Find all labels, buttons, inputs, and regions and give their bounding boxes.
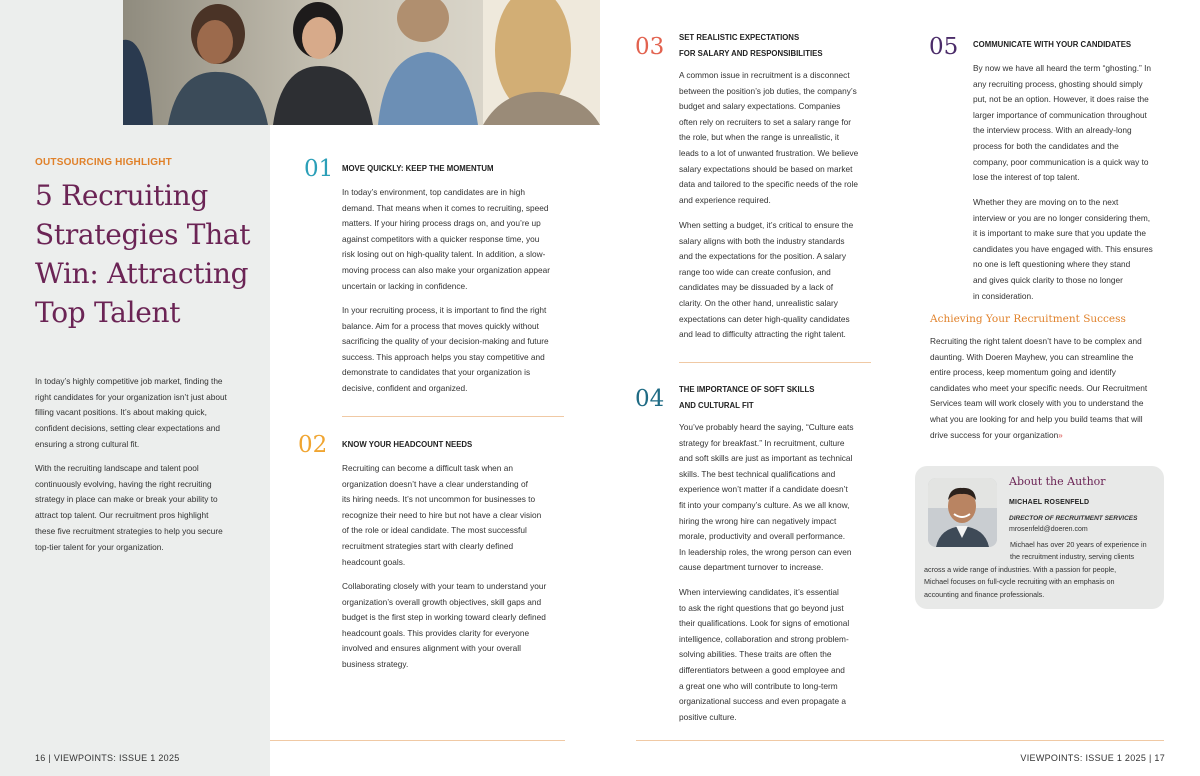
section-05-paragraph (973, 61, 1178, 186)
success-heading: Achieving Your Recruitment Success (930, 313, 1126, 325)
section-divider (342, 416, 564, 417)
text-line: a great one who will contribute to long-term (679, 680, 838, 691)
text-line: candidates may be dissuaded by a lack of (679, 282, 834, 293)
text-line: By now we have all heard the term “ghosting.” In (973, 63, 1152, 73)
text-line: In leadership roles, the wrong person can even (679, 546, 852, 557)
text-line: Recruiting the right talent doesn’t have to be complex and (930, 336, 1142, 346)
text-line: put, not be an option. However, it does raise the (973, 94, 1149, 105)
article-title (35, 176, 265, 332)
heading-line: MOVE QUICKLY: KEEP THE MOMENTUM (342, 164, 494, 173)
text-line: success. This approach helps you stay competitive and (342, 351, 545, 362)
text-line: decisive, confident and organized. (342, 382, 468, 393)
text-line: risk losing out on high-quality talent. In addition, a slow- (342, 249, 546, 260)
heading-line: AND CULTURAL FIT (679, 400, 754, 410)
text-line: organizational success and even propagate a (679, 696, 846, 707)
text-line: Collaborating closely with your team to understand your (342, 581, 547, 591)
text-line: filling vacant positions. It’s about making quick, (35, 407, 207, 418)
section-03-paragraph (679, 218, 879, 343)
section-divider (679, 362, 871, 363)
text-line: skills. The best technical qualifications and (679, 468, 836, 479)
text-line: the role, but when the range is unrealistic, it (679, 132, 840, 143)
text-line: ensuring a strong cultural fit. (35, 438, 140, 449)
text-line: recognize their need to hire but not have a clear vision (342, 509, 542, 520)
text-line: Michael focuses on full-cycle recruiting with an emphasis on (924, 577, 1115, 587)
author-photo (928, 478, 997, 547)
title-line: Top Talent (35, 296, 181, 329)
text-line: business strategy. (342, 658, 409, 669)
footer-divider (270, 740, 565, 741)
text-line: candidates you have engaged with. This ensures (973, 243, 1153, 254)
text-line: company, poor communication is a quick way to (973, 156, 1149, 167)
text-line: the recruitment industry, serving clients (1010, 552, 1135, 562)
text-line: hiring the wrong hire can negatively impact (679, 515, 837, 526)
text-line: uncertain or lacking in confidence. (342, 280, 468, 291)
section-number-02: 02 (298, 432, 328, 458)
text-line: expectations can deter high-quality candidates (679, 313, 850, 324)
text-line: entire process, keep momentum going and identify (930, 367, 1116, 378)
text-line: morale, productivity and overall performance. (679, 531, 846, 542)
section-04-paragraph (679, 585, 879, 725)
text-line: clarity. On the other hand, unrealistic salary (679, 297, 838, 308)
text-line: its hiring needs. It’s not uncommon for businesses to (342, 494, 536, 505)
text-line: Recruiting can become a difficult task when an (342, 463, 513, 473)
text-line: demand. That means when it comes to recruiting, speed (342, 202, 549, 213)
text-line: headcount goals. This provides clarity for everyone (342, 627, 530, 638)
text-line: When setting a budget, it’s critical to ensure the (679, 220, 854, 230)
text-line: headcount goals. (342, 556, 406, 567)
section-number-03: 03 (635, 34, 665, 60)
section-heading-02 (342, 437, 472, 453)
text-line: differentiators between a good employee and (679, 664, 845, 675)
text-line: lose the interest of top talent. (973, 172, 1080, 183)
section-02-paragraph (342, 461, 570, 570)
text-line: continuously evolving, having the right recruiting (35, 478, 212, 489)
section-kicker: OUTSOURCING HIGHLIGHT (35, 157, 172, 168)
text-line: organization doesn’t have a clear understanding of (342, 478, 528, 489)
text-line: experience won’t matter if a candidate doesn’t (679, 484, 848, 495)
text-line: involved and ensures alignment with your overall (342, 643, 521, 654)
text-line: balance. Aim for a process that moves quickly without (342, 320, 539, 331)
text-line: strategy in place can make or break your ability to (35, 494, 218, 505)
text-line: any recruiting process, ghosting should simply (973, 78, 1143, 89)
section-04-paragraph (679, 420, 879, 576)
text-line: process for both the candidates and the (973, 140, 1119, 151)
author-role: DIRECTOR OF RECRUITMENT SERVICES (1009, 515, 1138, 522)
section-02-paragraph (342, 579, 570, 673)
author-bio (924, 539, 1160, 601)
text-line: cause department turnover to increase. (679, 562, 824, 573)
text-line: daunting. With Doeren Mayhew, you can streamline the (930, 351, 1134, 362)
text-line: Whether they are moving on to the next (973, 197, 1119, 207)
text-line: intelligence, collaboration and strong problem- (679, 633, 849, 644)
text-line (930, 428, 1170, 444)
text-line: budget is the first step in working toward clearly defined (342, 612, 546, 623)
text-line: larger importance of communication throughout (973, 109, 1147, 120)
text-line: data and tailored to the specific needs of the role (679, 179, 858, 190)
intro-paragraph (35, 374, 250, 453)
text-line: With the recruiting landscape and talent pool (35, 463, 199, 473)
section-number-04: 04 (635, 386, 665, 412)
title-line: 5 Recruiting (35, 179, 208, 212)
text-line: matters. If your hiring process drags on, and you’re up (342, 218, 541, 229)
text-line: range too wide can create confusion, and (679, 266, 831, 277)
text-line: the interview process. With an already-long (973, 125, 1132, 136)
text-line: Michael has over 20 years of experience in (1010, 540, 1147, 549)
left-page-footer: 16 | VIEWPOINTS: ISSUE 1 2025 (35, 753, 180, 763)
text-line: and soft skills are just as important as technical (679, 453, 853, 464)
text-line: it is important to make sure that you update the (973, 228, 1146, 239)
text-line: When interviewing candidates, it’s essential (679, 587, 839, 597)
text-line: In your recruiting process, it is important to find the right (342, 305, 547, 315)
text-line: budget and salary expectations. Companies (679, 101, 841, 112)
text-line: no one is left questioning where they stand (973, 259, 1131, 270)
heading-line: FOR SALARY AND RESPONSIBILITIES (679, 48, 823, 58)
right-page-footer: VIEWPOINTS: ISSUE 1 2025 | 17 (1020, 753, 1165, 763)
author-heading: About the Author (1009, 475, 1106, 488)
text-line: attract top talent. Our recruitment pros highlight (35, 510, 209, 521)
text-line: top-tier talent for your organization. (35, 541, 164, 552)
text-line: between the position’s job duties, the company’s (679, 85, 857, 96)
text-line: salary aligns with both the industry standards (679, 235, 845, 246)
text-line: across a wide range of industries. With a passion for people, (924, 564, 1117, 574)
meeting-photo (123, 0, 600, 125)
success-paragraph (930, 334, 1170, 443)
title-line: Win: Attracting (35, 257, 249, 290)
text-line: and lead to difficulty attracting the right talent. (679, 329, 846, 340)
text-line: organization’s overall growth objectives, skill gaps and (342, 596, 542, 607)
text-line: in consideration. (973, 290, 1034, 301)
heading-line: THE IMPORTANCE OF SOFT SKILLS (679, 385, 815, 394)
text-line: interview or you are no longer considering them, (973, 212, 1151, 223)
heading-line: SET REALISTIC EXPECTATIONS (679, 33, 800, 42)
text-line: against competitors with a quicker response time, you (342, 233, 540, 244)
heading-line: COMMUNICATE WITH YOUR CANDIDATES (973, 40, 1132, 49)
section-heading-04 (679, 382, 814, 413)
section-heading-01 (342, 161, 493, 177)
text-line: accounting and finance professionals. (924, 589, 1045, 599)
text-line: what you are looking for and help you build teams that will (930, 413, 1143, 424)
text-line: right candidates for your organization isn’t just about (35, 391, 227, 402)
text-line: solving abilities. These traits are often the (679, 649, 832, 660)
author-email-link[interactable]: mrosenfeld@doeren.com (1009, 526, 1088, 533)
text-line: You’ve probably heard the saying, “Culture eats (679, 422, 854, 432)
end-arrow-icon: » (1058, 430, 1063, 440)
text-line: candidates who meet your specific needs. Our Recruitment (930, 382, 1148, 393)
text-line: In today’s environment, top candidates are in high (342, 187, 525, 197)
section-heading-05 (973, 37, 1131, 53)
section-01-paragraph (342, 185, 570, 294)
section-03-paragraph (679, 68, 879, 208)
section-05-paragraph (973, 195, 1178, 304)
text-line: A common issue in recruitment is a disconnect (679, 70, 850, 80)
text-line: fit into your company’s culture. As we all know, (679, 499, 850, 510)
text-line: sacrificing the quality of your decision-making and future (342, 336, 549, 347)
text-line: and gives quick clarity to those no longer (973, 274, 1123, 285)
section-number-01: 01 (304, 156, 334, 182)
text-line: In today’s highly competitive job market, finding the (35, 376, 223, 386)
text-line: and the expectations for the position. A salary (679, 251, 846, 262)
text-line-content: drive success for your organization (930, 429, 1059, 440)
section-number-05: 05 (929, 34, 959, 60)
text-line: strategy for breakfast.” In recruitment, culture (679, 437, 845, 448)
text-line: of the role or ideal candidate. The most successful (342, 525, 527, 536)
text-line: their qualifications. Look for signs of emotional (679, 618, 850, 629)
text-line: moving process can also make your organization appear (342, 264, 550, 275)
text-line: and experience required. (679, 194, 771, 205)
text-line: confident decisions, setting clear expectations and (35, 423, 220, 434)
heading-line: KNOW YOUR HEADCOUNT NEEDS (342, 440, 473, 449)
text-line: salary expectations should be based on market (679, 163, 853, 174)
text-line: these five recruitment strategies to help you secure (35, 525, 223, 536)
text-line: demonstrate to candidates that your organization is (342, 367, 531, 378)
text-line: to ask the right questions that go beyond just (679, 602, 844, 613)
text-line: leads to a lot of unwanted frustration. We believe (679, 147, 859, 158)
text-line: often rely on recruiters to set a salary range for (679, 116, 852, 127)
author-card (915, 466, 1164, 609)
author-name: MICHAEL ROSENFELD (1009, 499, 1090, 506)
section-01-paragraph (342, 303, 570, 397)
text-line: positive culture. (679, 711, 737, 722)
section-heading-03 (679, 30, 823, 61)
intro-paragraph (35, 461, 250, 555)
text-line: recruitment strategies start with clearly defined (342, 540, 514, 551)
text-line: Services team will work closely with you to understand the (930, 398, 1144, 409)
title-line: Strategies That (35, 218, 251, 251)
footer-divider (636, 740, 1164, 741)
